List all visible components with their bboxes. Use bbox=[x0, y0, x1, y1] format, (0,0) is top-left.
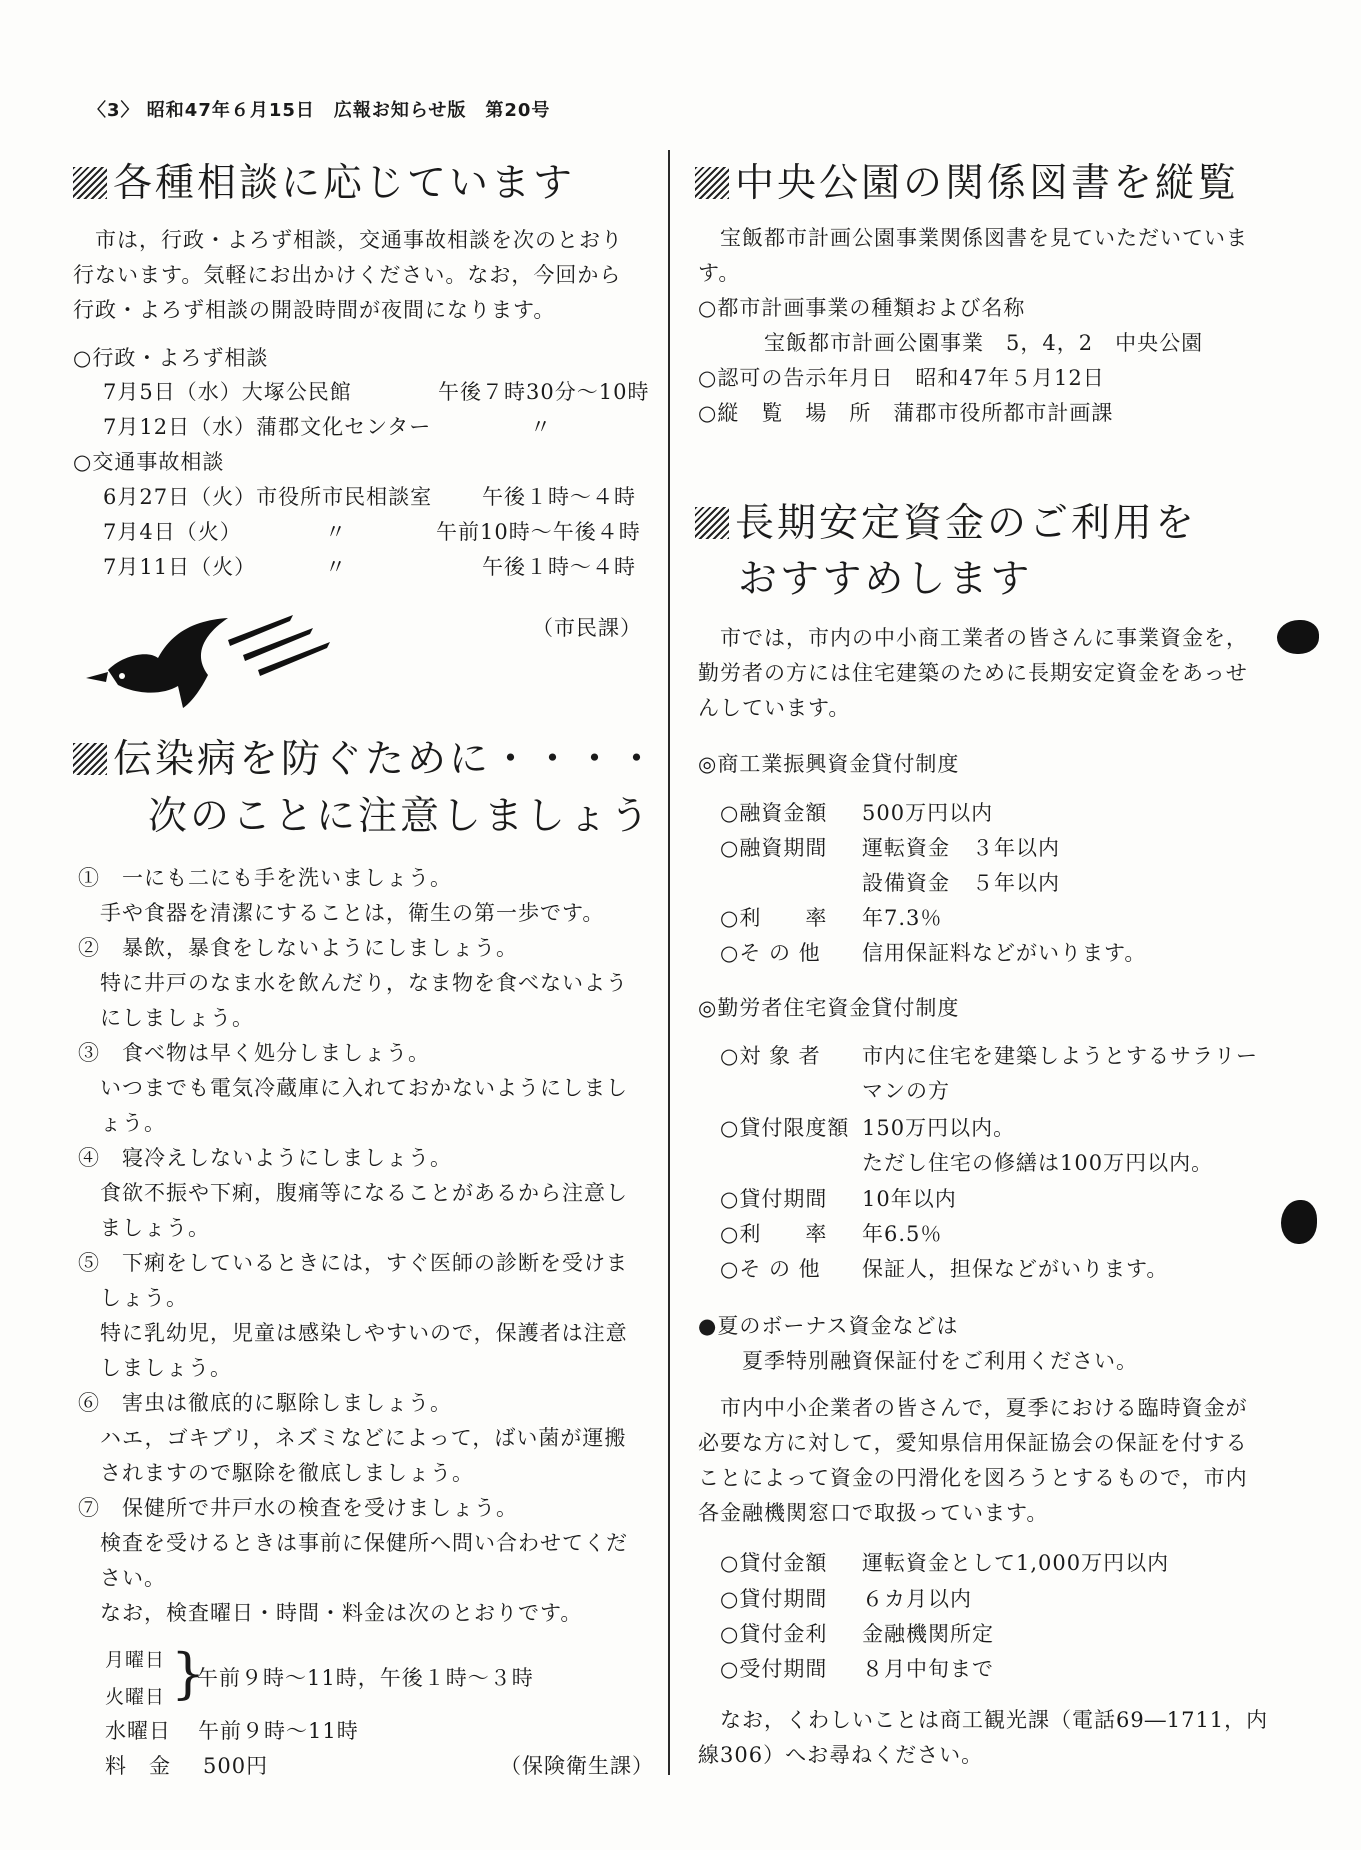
s4-sub1: ◎商工業振興資金貸付制度 bbox=[698, 752, 960, 776]
s4-heading bbox=[695, 492, 1197, 548]
row-label: ○受付期間 bbox=[720, 1657, 828, 1681]
s2-dept: （保険衛生課） bbox=[500, 1754, 654, 1778]
hatch-icon bbox=[73, 743, 107, 775]
s2-line: しょう。 bbox=[78, 1286, 188, 1310]
s1-dept: （市民課） bbox=[532, 616, 642, 640]
s3-line: ○認可の告示年月日 昭和47年５月12日 bbox=[698, 366, 1105, 390]
fee-value: 500円 bbox=[203, 1754, 269, 1778]
row-value: 年6.5％ bbox=[862, 1222, 943, 1246]
s4-intro-line: 市では，市内の中小商工業者の皆さんに事業資金を， bbox=[698, 626, 1248, 650]
bonus-subheading: 夏季特別融資保証付をご利用ください。 bbox=[698, 1349, 1138, 1373]
s2-line: なお，検査曜日・時間・料金は次のとおりです。 bbox=[78, 1601, 583, 1625]
page-header: 〈3〉 昭和47年６月15日 広報お知らせ版 第20号 bbox=[88, 100, 551, 121]
row-value: 市内に住宅を建築しようとするサラリー bbox=[862, 1044, 1258, 1068]
s2-line: ましょう。 bbox=[78, 1216, 210, 1240]
s4-text-line: ことによって資金の円滑化を図ろうとするもので，市内 bbox=[698, 1466, 1248, 1490]
schedule-time: 午後１時～４時 bbox=[482, 485, 636, 509]
row-value: 年7.3％ bbox=[862, 906, 943, 930]
row-value: 運転資金として1,000万円以内 bbox=[862, 1551, 1170, 1575]
row-value: 信用保証料などがいります。 bbox=[862, 941, 1147, 965]
s3-line: す。 bbox=[698, 261, 741, 285]
s2-list bbox=[78, 861, 628, 1631]
row-value: 10年以内 bbox=[862, 1187, 957, 1211]
binder-hole-mark bbox=[1277, 620, 1319, 654]
s2-line: ⑦ 保健所で井戸水の検査を受けましょう。 bbox=[78, 1496, 518, 1520]
s4-intro-line: んしています。 bbox=[698, 696, 851, 720]
s2-line: 検査を受けるときは事前に保健所へ問い合わせてくだ bbox=[78, 1531, 628, 1555]
s2-line: ハエ，ゴキブリ，ネズミなどによって，ばい菌が運搬 bbox=[78, 1426, 627, 1450]
row-value: ただし住宅の修繕は100万円以内。 bbox=[862, 1151, 1214, 1175]
s4-sub2: ◎勤労者住宅資金貸付制度 bbox=[698, 996, 960, 1020]
ditto-mark: 〃 bbox=[530, 415, 552, 439]
s4-subtitle: おすすめします bbox=[738, 557, 1033, 602]
hatch-icon bbox=[73, 167, 107, 199]
s2-line: 特に井戸のなま水を飲んだり，なま物を食べないよう bbox=[78, 971, 628, 995]
ditto-mark: 〃 bbox=[325, 555, 347, 579]
s4-text bbox=[698, 1391, 1248, 1531]
s2-heading bbox=[73, 728, 659, 784]
montue-time: 午前９時～11時，午後１時～３時 bbox=[197, 1666, 534, 1690]
s2-line: ③ 食べ物は早く処分しましょう。 bbox=[78, 1041, 430, 1065]
s2-line: されますので駆除を徹底しましょう。 bbox=[78, 1461, 474, 1485]
s4-title: 長期安定資金のご利用を bbox=[735, 501, 1198, 546]
s1-intro bbox=[73, 223, 623, 328]
row-label: ○利 率 bbox=[720, 1222, 828, 1246]
s4-contact-line: なお，くわしいことは商工観光課（電話69―1711，内 bbox=[698, 1708, 1269, 1732]
row-label: ○利 率 bbox=[720, 906, 828, 930]
s2-line: しましょう。 bbox=[78, 1356, 232, 1380]
s2-line: 食欲不振や下痢，腹痛等になることがあるから注意し bbox=[78, 1181, 628, 1205]
row-label: ○そ の 他 bbox=[720, 1257, 821, 1281]
fee-label: 料 金 bbox=[105, 1754, 171, 1778]
day-tuesday: 火曜日 bbox=[105, 1686, 166, 1708]
s4-text-line: 各金融機関窓口で取扱っています。 bbox=[698, 1501, 1049, 1525]
s2-line: 特に乳幼児，児童は感染しやすいので，保護者は注意 bbox=[78, 1321, 628, 1345]
bonus-heading: ●夏のボーナス資金などは bbox=[698, 1314, 959, 1338]
row-label: ○貸付金額 bbox=[720, 1551, 828, 1575]
row-label: ○融資期間 bbox=[720, 836, 828, 860]
s2-line: ① 一にも二にも手を洗いましょう。 bbox=[78, 866, 452, 890]
s3-line: ○縦 覧 場 所 蒲郡市役所都市計画課 bbox=[698, 401, 1114, 425]
s2-title: 伝染病を防ぐために・・・・ bbox=[113, 737, 660, 782]
s1-g2-title: ○交通事故相談 bbox=[73, 450, 225, 474]
schedule-time: 午後７時30分～10時 bbox=[438, 380, 650, 404]
s2-line: 手や食器を清潔にすることは，衛生の第一歩です。 bbox=[78, 901, 605, 925]
s3-heading bbox=[695, 152, 1239, 208]
hatch-icon bbox=[695, 507, 729, 539]
s1-title: 各種相談に応じています bbox=[113, 161, 576, 206]
s3-line: 宝飯都市計画公園事業関係図書を見ていただいていま bbox=[698, 226, 1248, 250]
day-wednesday: 水曜日 bbox=[105, 1719, 171, 1743]
swallow-illustration bbox=[78, 600, 338, 712]
s2-subtitle: 次のことに注意しましょう bbox=[148, 794, 653, 839]
schedule-time: 午後１時～４時 bbox=[482, 555, 636, 579]
schedule-time: 午前10時～午後４時 bbox=[436, 520, 641, 544]
row-label: ○貸付期間 bbox=[720, 1587, 828, 1611]
row-label: ○そ の 他 bbox=[720, 941, 821, 965]
s2-line: さい。 bbox=[78, 1566, 166, 1590]
schedule-date: 7月11日（火） bbox=[103, 555, 257, 579]
s2-line: ⑥ 害虫は徹底的に駆除しましょう。 bbox=[78, 1391, 452, 1415]
s4-text-line: 必要な方に対して，愛知県信用保証協会の保証を付する bbox=[698, 1431, 1248, 1455]
s2-line: いつまでも電気冷蔵庫に入れておかないようにしまし bbox=[78, 1076, 628, 1100]
s2-line: ② 暴飲，暴食をしないようにしましょう。 bbox=[78, 936, 518, 960]
ditto-mark: 〃 bbox=[325, 520, 347, 544]
s4-intro bbox=[698, 621, 1248, 726]
day-monday: 月曜日 bbox=[105, 1649, 166, 1671]
row-value: ８月中旬まで bbox=[862, 1657, 994, 1681]
s4-text-line: 市内中小企業者の皆さんで，夏季における臨時資金が bbox=[698, 1396, 1248, 1420]
s4-contact bbox=[698, 1703, 1268, 1773]
s4-intro-line: 勤労者の方には住宅建築のために長期安定資金をあっせ bbox=[698, 661, 1248, 685]
s3-line: ○都市計画事業の種類および名称 bbox=[698, 296, 1026, 320]
s3-line: 宝飯都市計画公園事業 5，4，2 中央公園 bbox=[698, 331, 1204, 355]
binder-hole-mark bbox=[1281, 1200, 1317, 1244]
s1-intro-line: 行政・よろず相談の開設時間が夜間になります。 bbox=[73, 298, 556, 322]
s1-intro-line: 行ないます。気軽にお出かけください。なお，今回から bbox=[73, 263, 622, 287]
s4-contact-line: 線306）へお尋ねください。 bbox=[698, 1743, 984, 1767]
row-value: 金融機関所定 bbox=[862, 1622, 994, 1646]
row-label: ○対 象 者 bbox=[720, 1044, 821, 1068]
row-label: ○貸付限度額 bbox=[720, 1116, 850, 1140]
brace: } bbox=[171, 1642, 206, 1705]
s2-line: ょう。 bbox=[78, 1111, 166, 1135]
row-value: 150万円以内。 bbox=[862, 1116, 1016, 1140]
row-value: 500万円以内 bbox=[862, 801, 994, 825]
schedule-place: 6月27日（火）市役所市民相談室 bbox=[103, 485, 433, 509]
s2-line: ⑤ 下痢をしているときには，すぐ医師の診断を受けま bbox=[78, 1251, 628, 1275]
row-value: 運転資金 ３年以内 bbox=[862, 836, 1060, 860]
s1-heading bbox=[73, 152, 575, 208]
row-label: ○融資金額 bbox=[720, 801, 828, 825]
s2-line: ④ 寝冷えしないようにしましょう。 bbox=[78, 1146, 452, 1170]
row-label: ○貸付期間 bbox=[720, 1187, 828, 1211]
row-value: 保証人，担保などがいります。 bbox=[862, 1257, 1169, 1281]
row-value: 設備資金 ５年以内 bbox=[862, 871, 1060, 895]
column-divider bbox=[668, 150, 670, 1775]
s3-body bbox=[698, 221, 1248, 431]
row-value: マンの方 bbox=[862, 1079, 950, 1103]
s3-title: 中央公園の関係図書を縦覧 bbox=[735, 161, 1240, 206]
schedule-place: 7月12日（水）蒲郡文化センター bbox=[103, 415, 432, 439]
row-value: ６カ月以内 bbox=[862, 1587, 972, 1611]
s1-intro-line: 市は，行政・よろず相談，交通事故相談を次のとおり bbox=[73, 228, 623, 252]
row-label: ○貸付金利 bbox=[720, 1622, 828, 1646]
schedule-date: 7月4日（火） bbox=[103, 520, 242, 544]
s1-g1-title: ○行政・よろず相談 bbox=[73, 346, 269, 370]
s2-line: にしましょう。 bbox=[78, 1006, 254, 1030]
wed-time: 午前９時～11時 bbox=[198, 1719, 359, 1743]
hatch-icon bbox=[695, 167, 729, 199]
schedule-place: 7月5日（水）大塚公民館 bbox=[103, 380, 352, 404]
